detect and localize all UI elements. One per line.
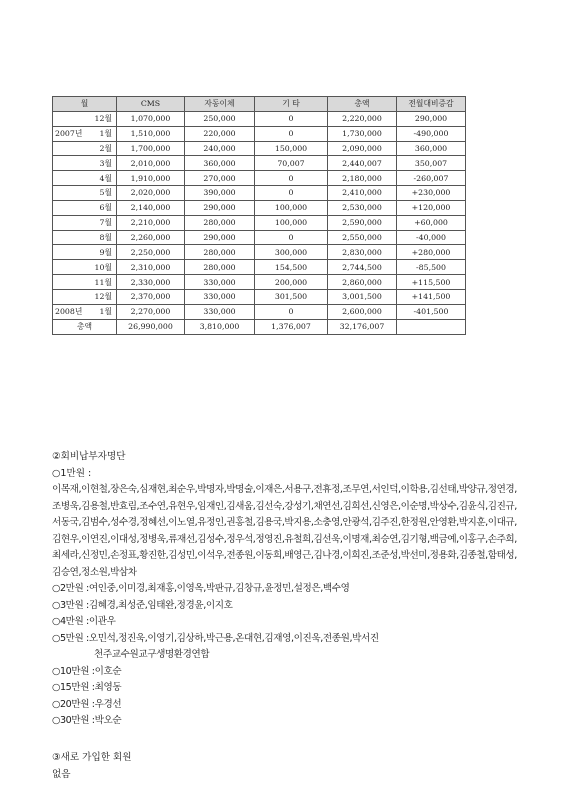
cell-month: 4월 (53, 171, 117, 186)
cell-month: 2월 (53, 141, 117, 156)
table-row (53, 186, 466, 201)
table-row (53, 245, 466, 260)
group-5man-org: 천주교수원교구생명환경연합 (94, 649, 210, 660)
cell-month (53, 126, 117, 141)
cell-auto-transfer: 360,000 (185, 156, 255, 171)
total-cms: 26,990,000 (117, 319, 185, 334)
group-20man: ○20만원 :우경선 (52, 698, 122, 710)
cell-total: 2,180,000 (328, 171, 397, 186)
header-total: 총액 (328, 97, 397, 112)
cell-auto-transfer: 290,000 (185, 200, 255, 215)
cell-total: 1,730,000 (328, 126, 397, 141)
cell-diff: -401,500 (397, 304, 466, 319)
table-row (53, 215, 466, 230)
cell-total: 2,440,007 (328, 156, 397, 171)
cell-etc: 0 (255, 171, 328, 186)
cell-month-label: 1월 (99, 129, 112, 139)
cell-auto-transfer: 330,000 (185, 289, 255, 304)
cell-month: 9월 (53, 245, 117, 260)
cell-etc: 0 (255, 126, 328, 141)
total-auto-transfer: 3,810,000 (185, 319, 255, 334)
cell-total: 2,744,500 (328, 260, 397, 275)
group-10man: ○10만원 :이호순 (52, 665, 122, 677)
total-diff (397, 319, 466, 334)
cell-diff: 350,007 (397, 156, 466, 171)
cell-month: 10월 (53, 260, 117, 275)
group-1man-label: ○1만원 : (52, 467, 92, 479)
new-members-body: 없음 (52, 768, 71, 780)
cell-diff: -85,500 (397, 260, 466, 275)
cell-cms: 1,510,000 (117, 126, 185, 141)
cell-month: 12월 (53, 111, 117, 126)
cell-auto-transfer: 270,000 (185, 171, 255, 186)
cell-cms: 2,310,000 (117, 260, 185, 275)
header-auto-transfer: 자동이체 (185, 97, 255, 112)
cell-etc: 0 (255, 186, 328, 201)
cell-etc: 300,000 (255, 245, 328, 260)
cell-total: 2,090,000 (328, 141, 397, 156)
group-1man-names: 이목재,이현철,장은숙,심재현,최순우,박명자,박명술,이재은,서용구,전휴정,조무연,서인덕,이학용,김선태,박양규,정연경,조병욱,김용철,반효림,조수연,유현우,임재인,김새움,김선숙,강성기,채연선,김희선,신영은,이순명,박상수,김윤식,김진규,서동국,김범수,성수경,정혜선,이노열,유정인,권홍철,김용국,박지용,소충영,안광석,김주진,한정원,안영환,박지훈,이대규,김현우,이연진,이대성,정병욱,류재선,김성수,정우석,정영진,유철희,김선욱,이명재,최승연,김기형,백금예,이홍구,손주희,최세라,신정민,손정표,황진한,김성민,이석우,전종원,이동희,배영근,김나경,이희진,조준성,박선미,정용화,김종철,함태성,김승연,정소원,박삼차 (52, 484, 517, 578)
cell-etc: 200,000 (255, 275, 328, 290)
cell-diff: 360,000 (397, 141, 466, 156)
table-row (53, 304, 466, 319)
table-row (53, 156, 466, 171)
cell-diff: 290,000 (397, 111, 466, 126)
cell-total: 2,550,000 (328, 230, 397, 245)
table-row (53, 126, 466, 141)
group-15man: ○15만원 :최영동 (52, 682, 122, 693)
cell-year: 2008년 (55, 307, 83, 317)
header-month: 월 (53, 97, 117, 112)
donor-list-section (52, 449, 520, 730)
cell-month: 6월 (53, 200, 117, 215)
group-30man: ○30만원 :박오순 (52, 715, 122, 726)
table-row (53, 141, 466, 156)
cell-cms: 1,070,000 (117, 111, 185, 126)
cell-total: 2,590,000 (328, 215, 397, 230)
cell-year: 2007년 (55, 129, 83, 139)
total-etc: 1,376,007 (255, 319, 328, 334)
table-body (53, 111, 466, 334)
cell-cms: 2,020,000 (117, 186, 185, 201)
cell-auto-transfer: 220,000 (185, 126, 255, 141)
total-total: 32,176,007 (328, 319, 397, 334)
cell-month: 12월 (53, 289, 117, 304)
cell-auto-transfer: 330,000 (185, 275, 255, 290)
header-etc: 기 타 (255, 97, 328, 112)
cell-etc: 0 (255, 304, 328, 319)
cell-etc: 150,000 (255, 141, 328, 156)
new-members-heading: ③새로 가입한 회원 (52, 752, 132, 763)
cell-auto-transfer: 390,000 (185, 186, 255, 201)
cell-total: 2,410,000 (328, 186, 397, 201)
cell-diff: +120,000 (397, 200, 466, 215)
group-2man: ○2만원 :여인중,이미경,최재홍,이영옥,박판규,김창규,윤정민,설정은,백수영 (52, 583, 350, 594)
cell-cms: 2,370,000 (117, 289, 185, 304)
table-row (53, 171, 466, 186)
cell-cms: 2,270,000 (117, 304, 185, 319)
table-row (53, 200, 466, 215)
cell-diff: -260,007 (397, 171, 466, 186)
total-row (53, 319, 466, 334)
cell-diff: -490,000 (397, 126, 466, 141)
table-row (53, 111, 466, 126)
cell-diff: +141,500 (397, 289, 466, 304)
cell-auto-transfer: 280,000 (185, 215, 255, 230)
cell-etc: 154,500 (255, 260, 328, 275)
cell-month: 3월 (53, 156, 117, 171)
cell-auto-transfer: 250,000 (185, 111, 255, 126)
cell-diff: -40,000 (397, 230, 466, 245)
cell-cms: 1,700,000 (117, 141, 185, 156)
table-row (53, 289, 466, 304)
cell-month-label: 1월 (99, 307, 112, 317)
cell-cms: 2,260,000 (117, 230, 185, 245)
cell-cms: 2,010,000 (117, 156, 185, 171)
cell-etc: 100,000 (255, 200, 328, 215)
table-row (53, 275, 466, 290)
cell-etc: 0 (255, 230, 328, 245)
cell-total: 2,600,000 (328, 304, 397, 319)
new-members-section (52, 750, 132, 783)
cell-total: 2,860,000 (328, 275, 397, 290)
table-row (53, 260, 466, 275)
cell-month: 11월 (53, 275, 117, 290)
cell-diff: +280,000 (397, 245, 466, 260)
cell-diff: +115,500 (397, 275, 466, 290)
cell-cms: 2,330,000 (117, 275, 185, 290)
cell-auto-transfer: 240,000 (185, 141, 255, 156)
cell-diff: +230,000 (397, 186, 466, 201)
cell-cms: 2,210,000 (117, 215, 185, 230)
cell-etc: 301,500 (255, 289, 328, 304)
cell-auto-transfer: 280,000 (185, 245, 255, 260)
cell-auto-transfer: 290,000 (185, 230, 255, 245)
table-header-row (53, 97, 466, 112)
cell-auto-transfer: 280,000 (185, 260, 255, 275)
cell-total: 2,830,000 (328, 245, 397, 260)
header-diff: 전월대비증감 (397, 97, 466, 112)
cell-diff: +60,000 (397, 215, 466, 230)
group-3man: ○3만원 :김혜경,최성준,임태완,정경윤,이지호 (52, 599, 233, 611)
total-label: 총액 (53, 319, 117, 334)
cell-month: 5월 (53, 186, 117, 201)
cell-month: 7월 (53, 215, 117, 230)
group-4man: ○4만원 :이관우 (52, 616, 116, 627)
cell-month: 8월 (53, 230, 117, 245)
cell-total: 3,001,500 (328, 289, 397, 304)
cell-cms: 2,250,000 (117, 245, 185, 260)
cell-total: 2,530,000 (328, 200, 397, 215)
cell-total: 2,220,000 (328, 111, 397, 126)
group-5man: ○5만원 :오민석,정진욱,이영기,김상하,박근용,온대현,김재영,이진욱,전종원,박서진 (52, 632, 379, 644)
header-cms: CMS (117, 97, 185, 112)
cell-etc: 0 (255, 111, 328, 126)
cell-etc: 70,007 (255, 156, 328, 171)
cell-cms: 1,910,000 (117, 171, 185, 186)
donation-summary-table (52, 96, 466, 335)
donor-list-heading: ②회비납부자명단 (52, 451, 126, 462)
table-row (53, 230, 466, 245)
cell-cms: 2,140,000 (117, 200, 185, 215)
cell-auto-transfer: 330,000 (185, 304, 255, 319)
cell-month (53, 304, 117, 319)
cell-etc: 100,000 (255, 215, 328, 230)
